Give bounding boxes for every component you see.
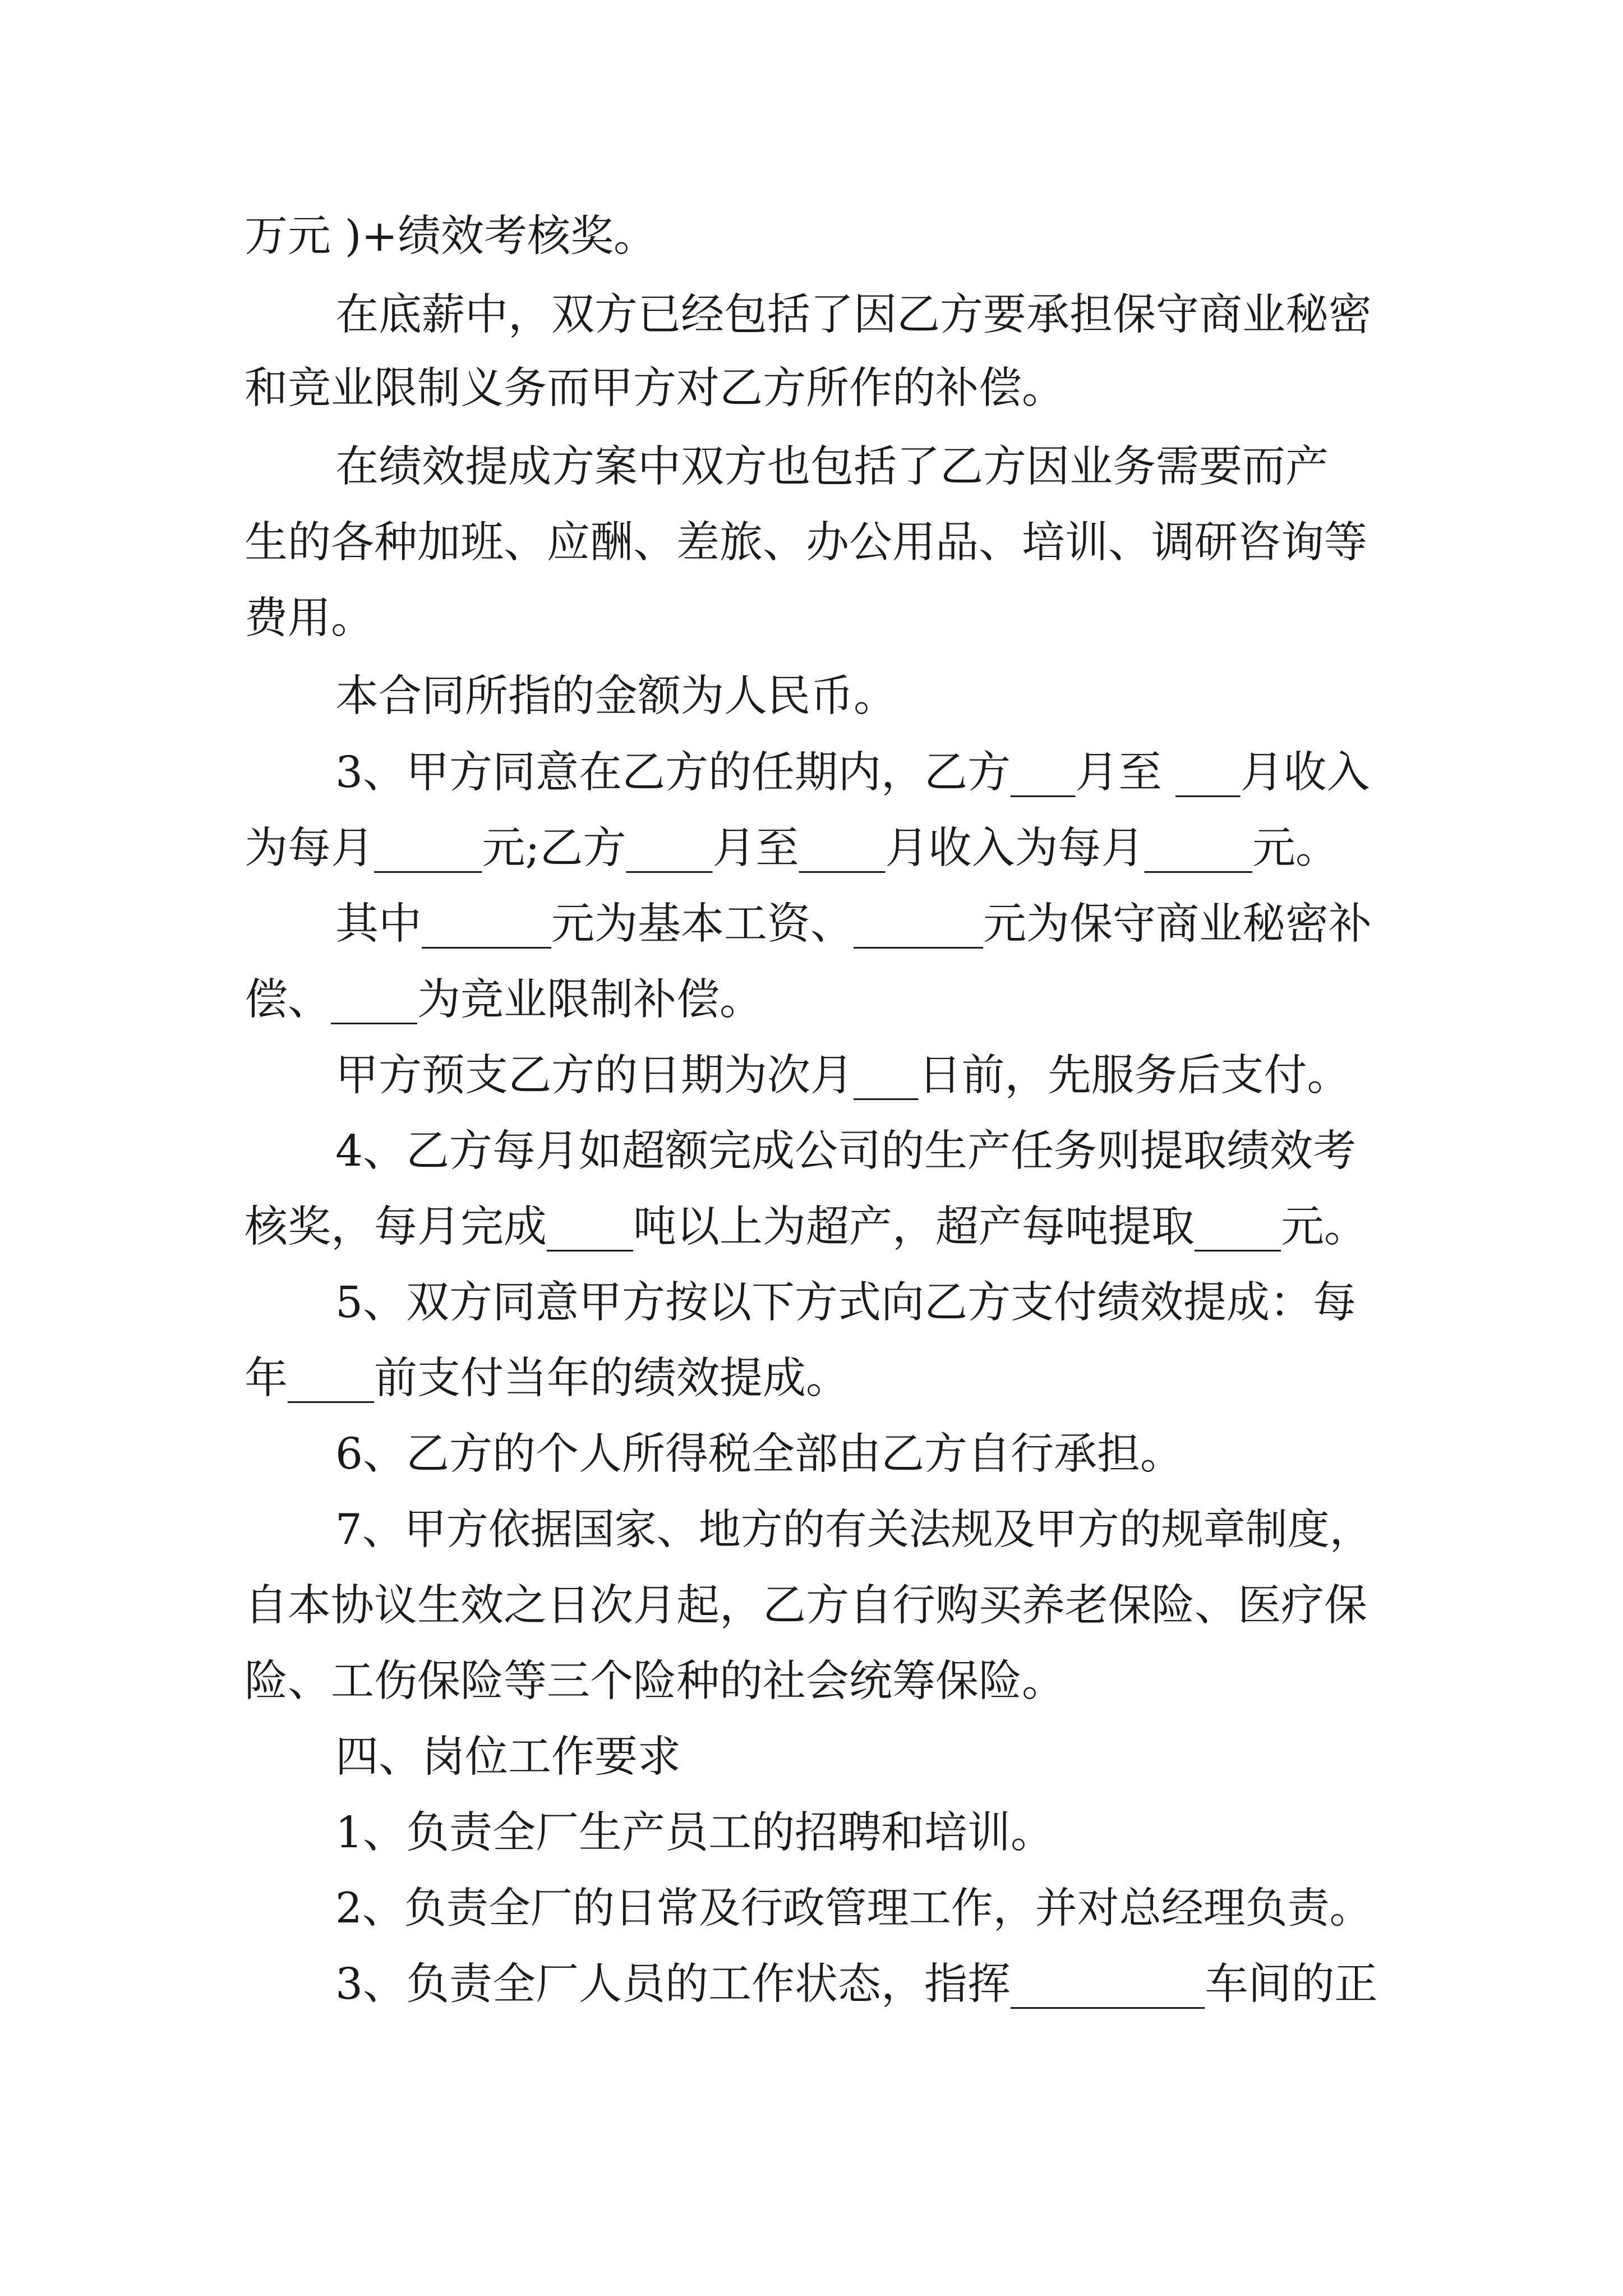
text-line: 费用。 [245, 593, 374, 643]
text-line: 本合同所指的金额为人民币。 [335, 671, 897, 721]
text-line: 和竞业限制义务而甲方对乙方所作的补偿。 [245, 364, 1065, 413]
text-line: 险、工伤保险等三个险种的社会统筹保险。 [245, 1657, 1065, 1706]
text-line: 3、负责全厂人员的工作状态，指挥_________车间的正 [335, 1959, 1378, 2009]
text-line: 4、乙方每月如超额完成公司的生产任务则提取绩效考 [335, 1126, 1356, 1176]
text-line: 偿、____为竞业限制补偿。 [245, 975, 763, 1025]
text-line: 7、甲方依据国家、地方的有关法规及甲方的规章制度， [335, 1504, 1372, 1554]
text-line: 万元 )+绩效考核奖。 [245, 211, 657, 261]
text-line: 生的各种加班、应酬、差旅、办公用品、培训、调研咨询等 [245, 518, 1367, 568]
text-line: 核奖，每月完成____吨以上为超产，超产每吨提取____元。 [245, 1202, 1367, 1252]
text-line: 年____前支付当年的绩效提成。 [245, 1354, 849, 1404]
text-line: 6、乙方的个人所得税全部由乙方自行承担。 [335, 1429, 1183, 1479]
text-line: 自本协议生效之日次月起，乙方自行购买养老保险、医疗保 [245, 1581, 1367, 1631]
text-line: 为每月_____元;乙方____月至____月收入为每月_____元。 [245, 823, 1339, 873]
text-line: 在底薪中，双方已经包括了因乙方要承担保守商业秘密 [335, 290, 1372, 340]
text-line: 在绩效提成方案中双方也包括了乙方因业务需要而产 [335, 442, 1329, 492]
text-line: 3、甲方同意在乙方的任期内，乙方___月至 ___月收入 [335, 748, 1370, 798]
text-line: 1、负责全厂生产员工的招聘和培训。 [335, 1808, 1054, 1858]
text-line: 5、双方同意甲方按以下方式向乙方支付绩效提成：每 [335, 1278, 1356, 1328]
text-line: 2、负责全厂的日常及行政管理工作，并对总经理负责。 [335, 1883, 1372, 1932]
section-heading: 四、岗位工作要求 [335, 1732, 681, 1782]
text-line: 甲方预支乙方的日期为次月___日前，先服务后支付。 [335, 1051, 1350, 1101]
text-line: 其中______元为基本工资、______元为保守商业秘密补 [335, 899, 1372, 949]
